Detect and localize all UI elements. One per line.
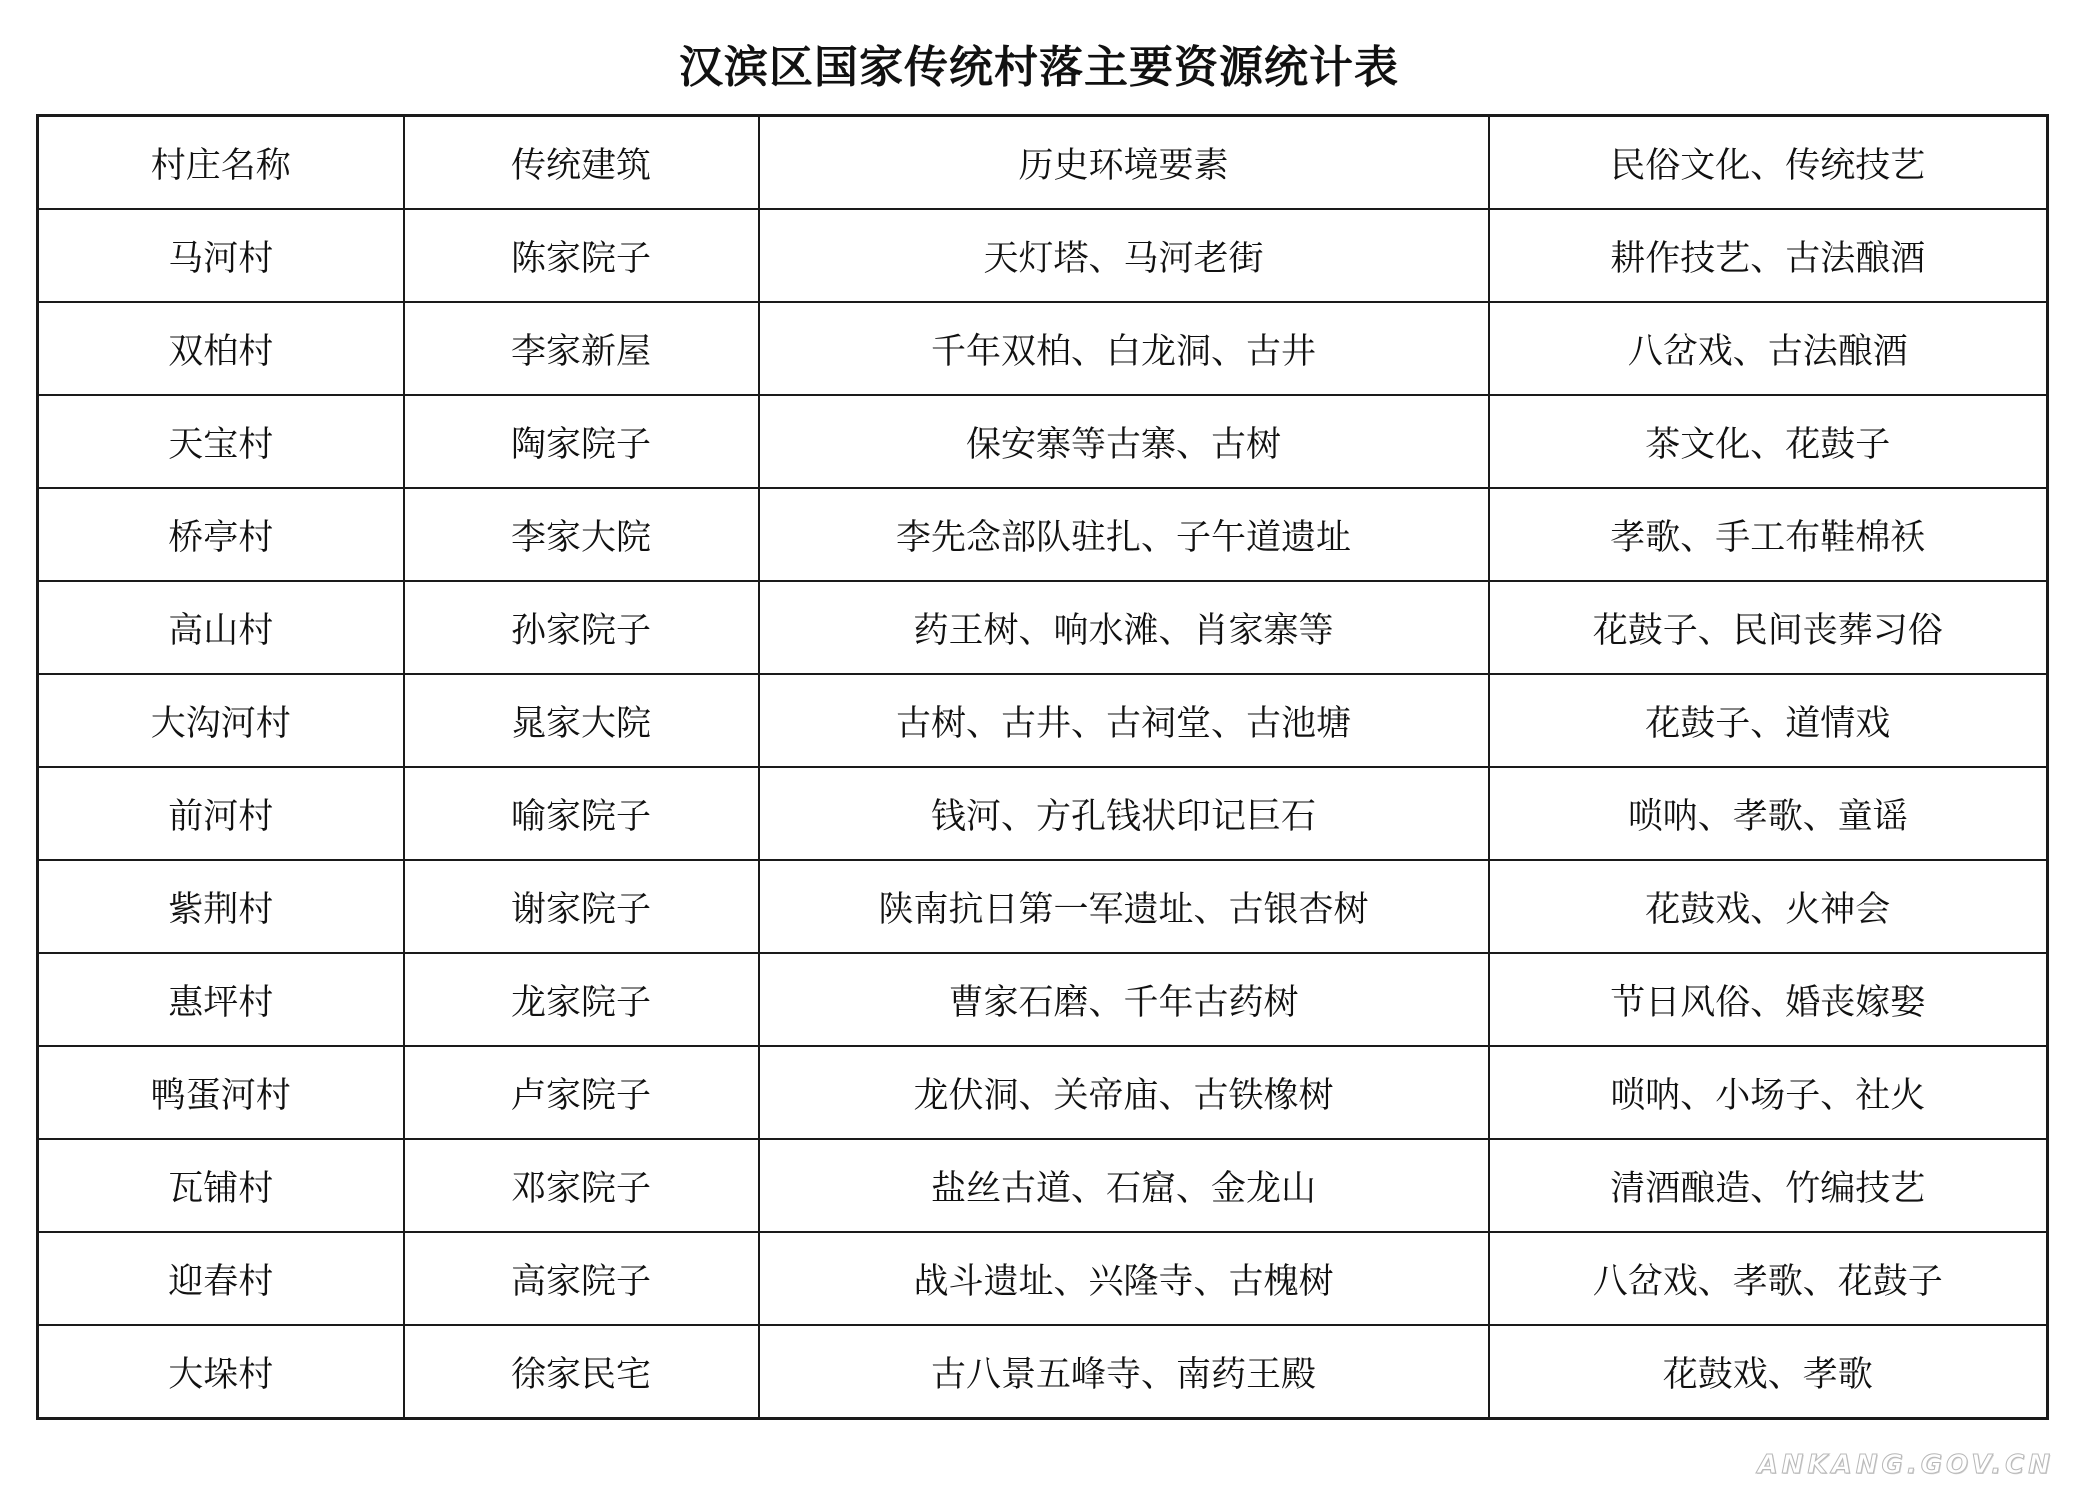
cell-village-name: 前河村 xyxy=(38,767,404,860)
cell-village-name: 天宝村 xyxy=(38,395,404,488)
table-row xyxy=(38,488,2048,581)
cell-village-name: 紫荆村 xyxy=(38,860,404,953)
cell-historical-environment: 千年双柏、白龙洞、古井 xyxy=(759,302,1489,395)
cell-village-name: 惠坪村 xyxy=(38,953,404,1046)
cell-folk-culture: 八岔戏、古法酿酒 xyxy=(1489,302,2048,395)
cell-folk-culture: 花鼓戏、孝歌 xyxy=(1489,1325,2048,1419)
cell-folk-culture: 节日风俗、婚丧嫁娶 xyxy=(1489,953,2048,1046)
header-historical-environment: 历史环境要素 xyxy=(759,116,1489,210)
cell-traditional-architecture: 喻家院子 xyxy=(404,767,759,860)
cell-folk-culture: 唢呐、孝歌、童谣 xyxy=(1489,767,2048,860)
cell-village-name: 迎春村 xyxy=(38,1232,404,1325)
cell-historical-environment: 古八景五峰寺、南药王殿 xyxy=(759,1325,1489,1419)
cell-folk-culture: 花鼓子、民间丧葬习俗 xyxy=(1489,581,2048,674)
cell-village-name: 高山村 xyxy=(38,581,404,674)
cell-traditional-architecture: 谢家院子 xyxy=(404,860,759,953)
table-row xyxy=(38,860,2048,953)
cell-folk-culture: 花鼓戏、火神会 xyxy=(1489,860,2048,953)
cell-village-name: 双柏村 xyxy=(38,302,404,395)
cell-historical-environment: 李先念部队驻扎、子午道遗址 xyxy=(759,488,1489,581)
cell-historical-environment: 药王树、响水滩、肖家寨等 xyxy=(759,581,1489,674)
cell-village-name: 大沟河村 xyxy=(38,674,404,767)
cell-historical-environment: 保安寨等古寨、古树 xyxy=(759,395,1489,488)
cell-folk-culture: 耕作技艺、古法酿酒 xyxy=(1489,209,2048,302)
cell-folk-culture: 清酒酿造、竹编技艺 xyxy=(1489,1139,2048,1232)
cell-traditional-architecture: 卢家院子 xyxy=(404,1046,759,1139)
cell-traditional-architecture: 晁家大院 xyxy=(404,674,759,767)
cell-traditional-architecture: 徐家民宅 xyxy=(404,1325,759,1419)
site-watermark: ANKANG.GOV.CN xyxy=(1757,1450,2054,1480)
cell-historical-environment: 战斗遗址、兴隆寺、古槐树 xyxy=(759,1232,1489,1325)
cell-folk-culture: 花鼓子、道情戏 xyxy=(1489,674,2048,767)
cell-village-name: 桥亭村 xyxy=(38,488,404,581)
table-row xyxy=(38,302,2048,395)
cell-historical-environment: 天灯塔、马河老街 xyxy=(759,209,1489,302)
table-row xyxy=(38,1139,2048,1232)
cell-historical-environment: 钱河、方孔钱状印记巨石 xyxy=(759,767,1489,860)
cell-folk-culture: 唢呐、小场子、社火 xyxy=(1489,1046,2048,1139)
cell-traditional-architecture: 陈家院子 xyxy=(404,209,759,302)
cell-village-name: 大垛村 xyxy=(38,1325,404,1419)
cell-historical-environment: 古树、古井、古祠堂、古池塘 xyxy=(759,674,1489,767)
cell-folk-culture: 孝歌、手工布鞋棉袄 xyxy=(1489,488,2048,581)
cell-traditional-architecture: 李家新屋 xyxy=(404,302,759,395)
cell-historical-environment: 陕南抗日第一军遗址、古银杏树 xyxy=(759,860,1489,953)
cell-traditional-architecture: 李家大院 xyxy=(404,488,759,581)
cell-historical-environment: 龙伏洞、关帝庙、古铁橡树 xyxy=(759,1046,1489,1139)
header-folk-culture: 民俗文化、传统技艺 xyxy=(1489,116,2048,210)
cell-historical-environment: 曹家石磨、千年古药树 xyxy=(759,953,1489,1046)
table-row xyxy=(38,1232,2048,1325)
table-row xyxy=(38,1046,2048,1139)
header-village-name: 村庄名称 xyxy=(38,116,404,210)
cell-traditional-architecture: 高家院子 xyxy=(404,1232,759,1325)
table-header-row xyxy=(38,116,2048,210)
table-row xyxy=(38,209,2048,302)
table-row xyxy=(38,767,2048,860)
table-row xyxy=(38,674,2048,767)
cell-traditional-architecture: 孙家院子 xyxy=(404,581,759,674)
page-title: 汉滨区国家传统村落主要资源统计表 xyxy=(679,42,1399,93)
table-row xyxy=(38,1325,2048,1419)
cell-folk-culture: 茶文化、花鼓子 xyxy=(1489,395,2048,488)
cell-traditional-architecture: 陶家院子 xyxy=(404,395,759,488)
table-row xyxy=(38,395,2048,488)
cell-folk-culture: 八岔戏、孝歌、花鼓子 xyxy=(1489,1232,2048,1325)
resource-table xyxy=(36,114,2049,1420)
cell-historical-environment: 盐丝古道、石窟、金龙山 xyxy=(759,1139,1489,1232)
cell-village-name: 瓦铺村 xyxy=(38,1139,404,1232)
table-row xyxy=(38,953,2048,1046)
cell-traditional-architecture: 龙家院子 xyxy=(404,953,759,1046)
header-traditional-architecture: 传统建筑 xyxy=(404,116,759,210)
table-row xyxy=(38,581,2048,674)
cell-village-name: 鸭蛋河村 xyxy=(38,1046,404,1139)
cell-traditional-architecture: 邓家院子 xyxy=(404,1139,759,1232)
cell-village-name: 马河村 xyxy=(38,209,404,302)
